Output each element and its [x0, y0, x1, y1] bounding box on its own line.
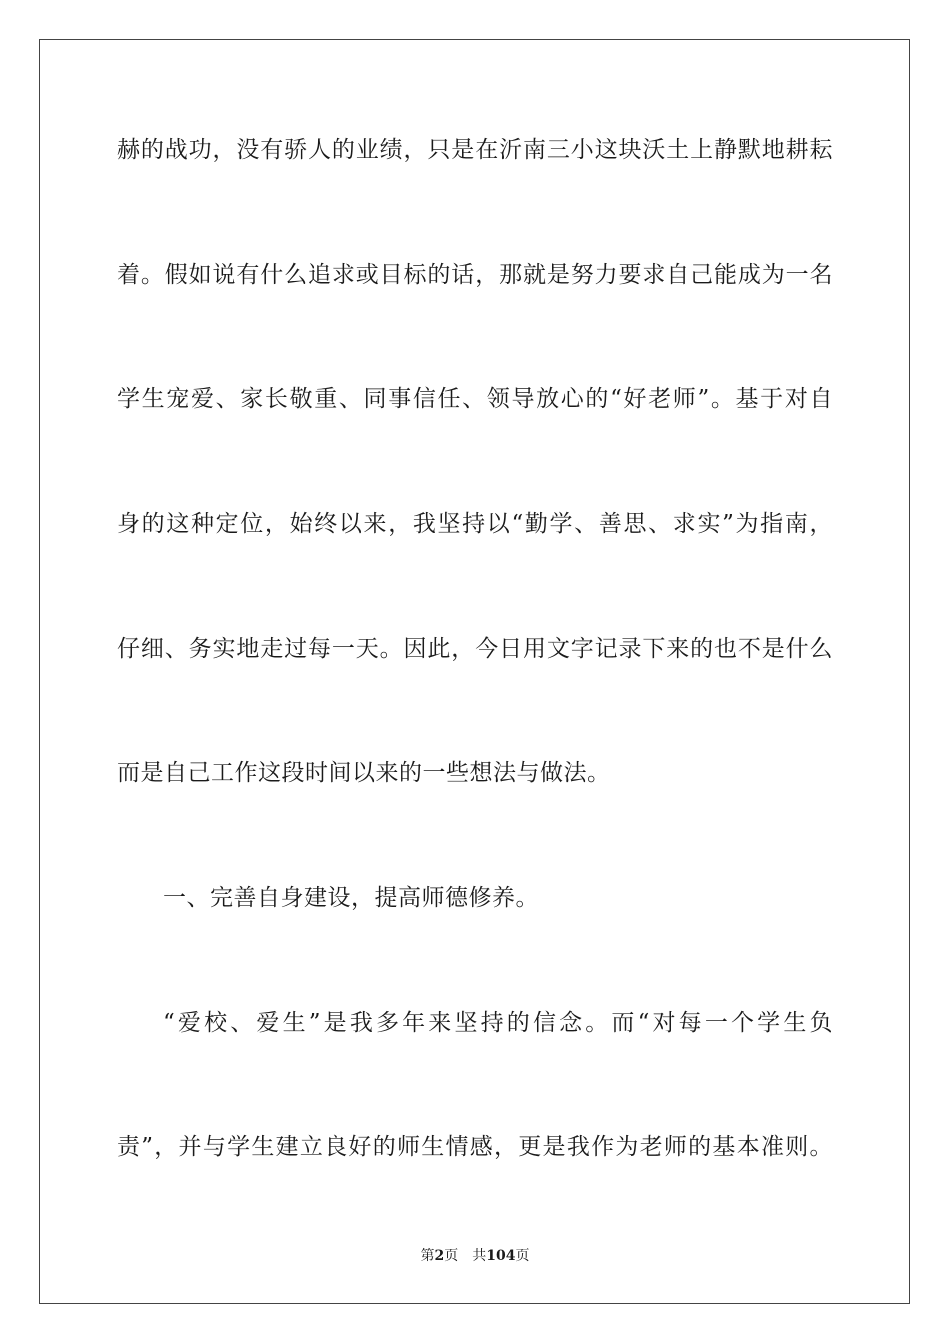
body-line-5: 仔细、务实地走过每一天。因此，今日用文字记录下来的也不是什么: [117, 636, 833, 662]
total-prefix: 共: [472, 1248, 487, 1264]
page-frame: [39, 39, 910, 1304]
body-line-4: 身的这种定位，始终以来，我坚持以“勤学、善思、求实”为指南，: [117, 511, 833, 537]
body-line-6: 而是自己工作这段时间以来的一些想法与做法。: [117, 760, 611, 786]
body-line-9: 责”，并与学生建立良好的师生情感，更是我作为老师的基本准则。: [117, 1134, 833, 1160]
page-prefix: 第: [420, 1248, 435, 1264]
section-heading: 一、完善自身建设，提高师德修养。: [163, 885, 539, 911]
total-suffix: 页: [515, 1248, 530, 1264]
body-line-2: 着。假如说有什么追求或目标的话，那就是努力要求自己能成为一名: [117, 262, 833, 288]
page-current: 2: [434, 1248, 445, 1264]
page-footer: [0, 1246, 950, 1266]
body-line-1: 赫的战功，没有骄人的业绩，只是在沂南三小这块沃土上静默地耕耘: [117, 137, 833, 163]
body-line-8: “爱校、爱生”是我多年来坚持的信念。而“对每一个学生负: [163, 1010, 833, 1036]
page-total: 104: [486, 1248, 516, 1264]
page-suffix: 页: [444, 1248, 459, 1264]
body-line-3: 学生宠爱、家长敬重、同事信任、领导放心的“好老师”。基于对自: [117, 386, 833, 412]
